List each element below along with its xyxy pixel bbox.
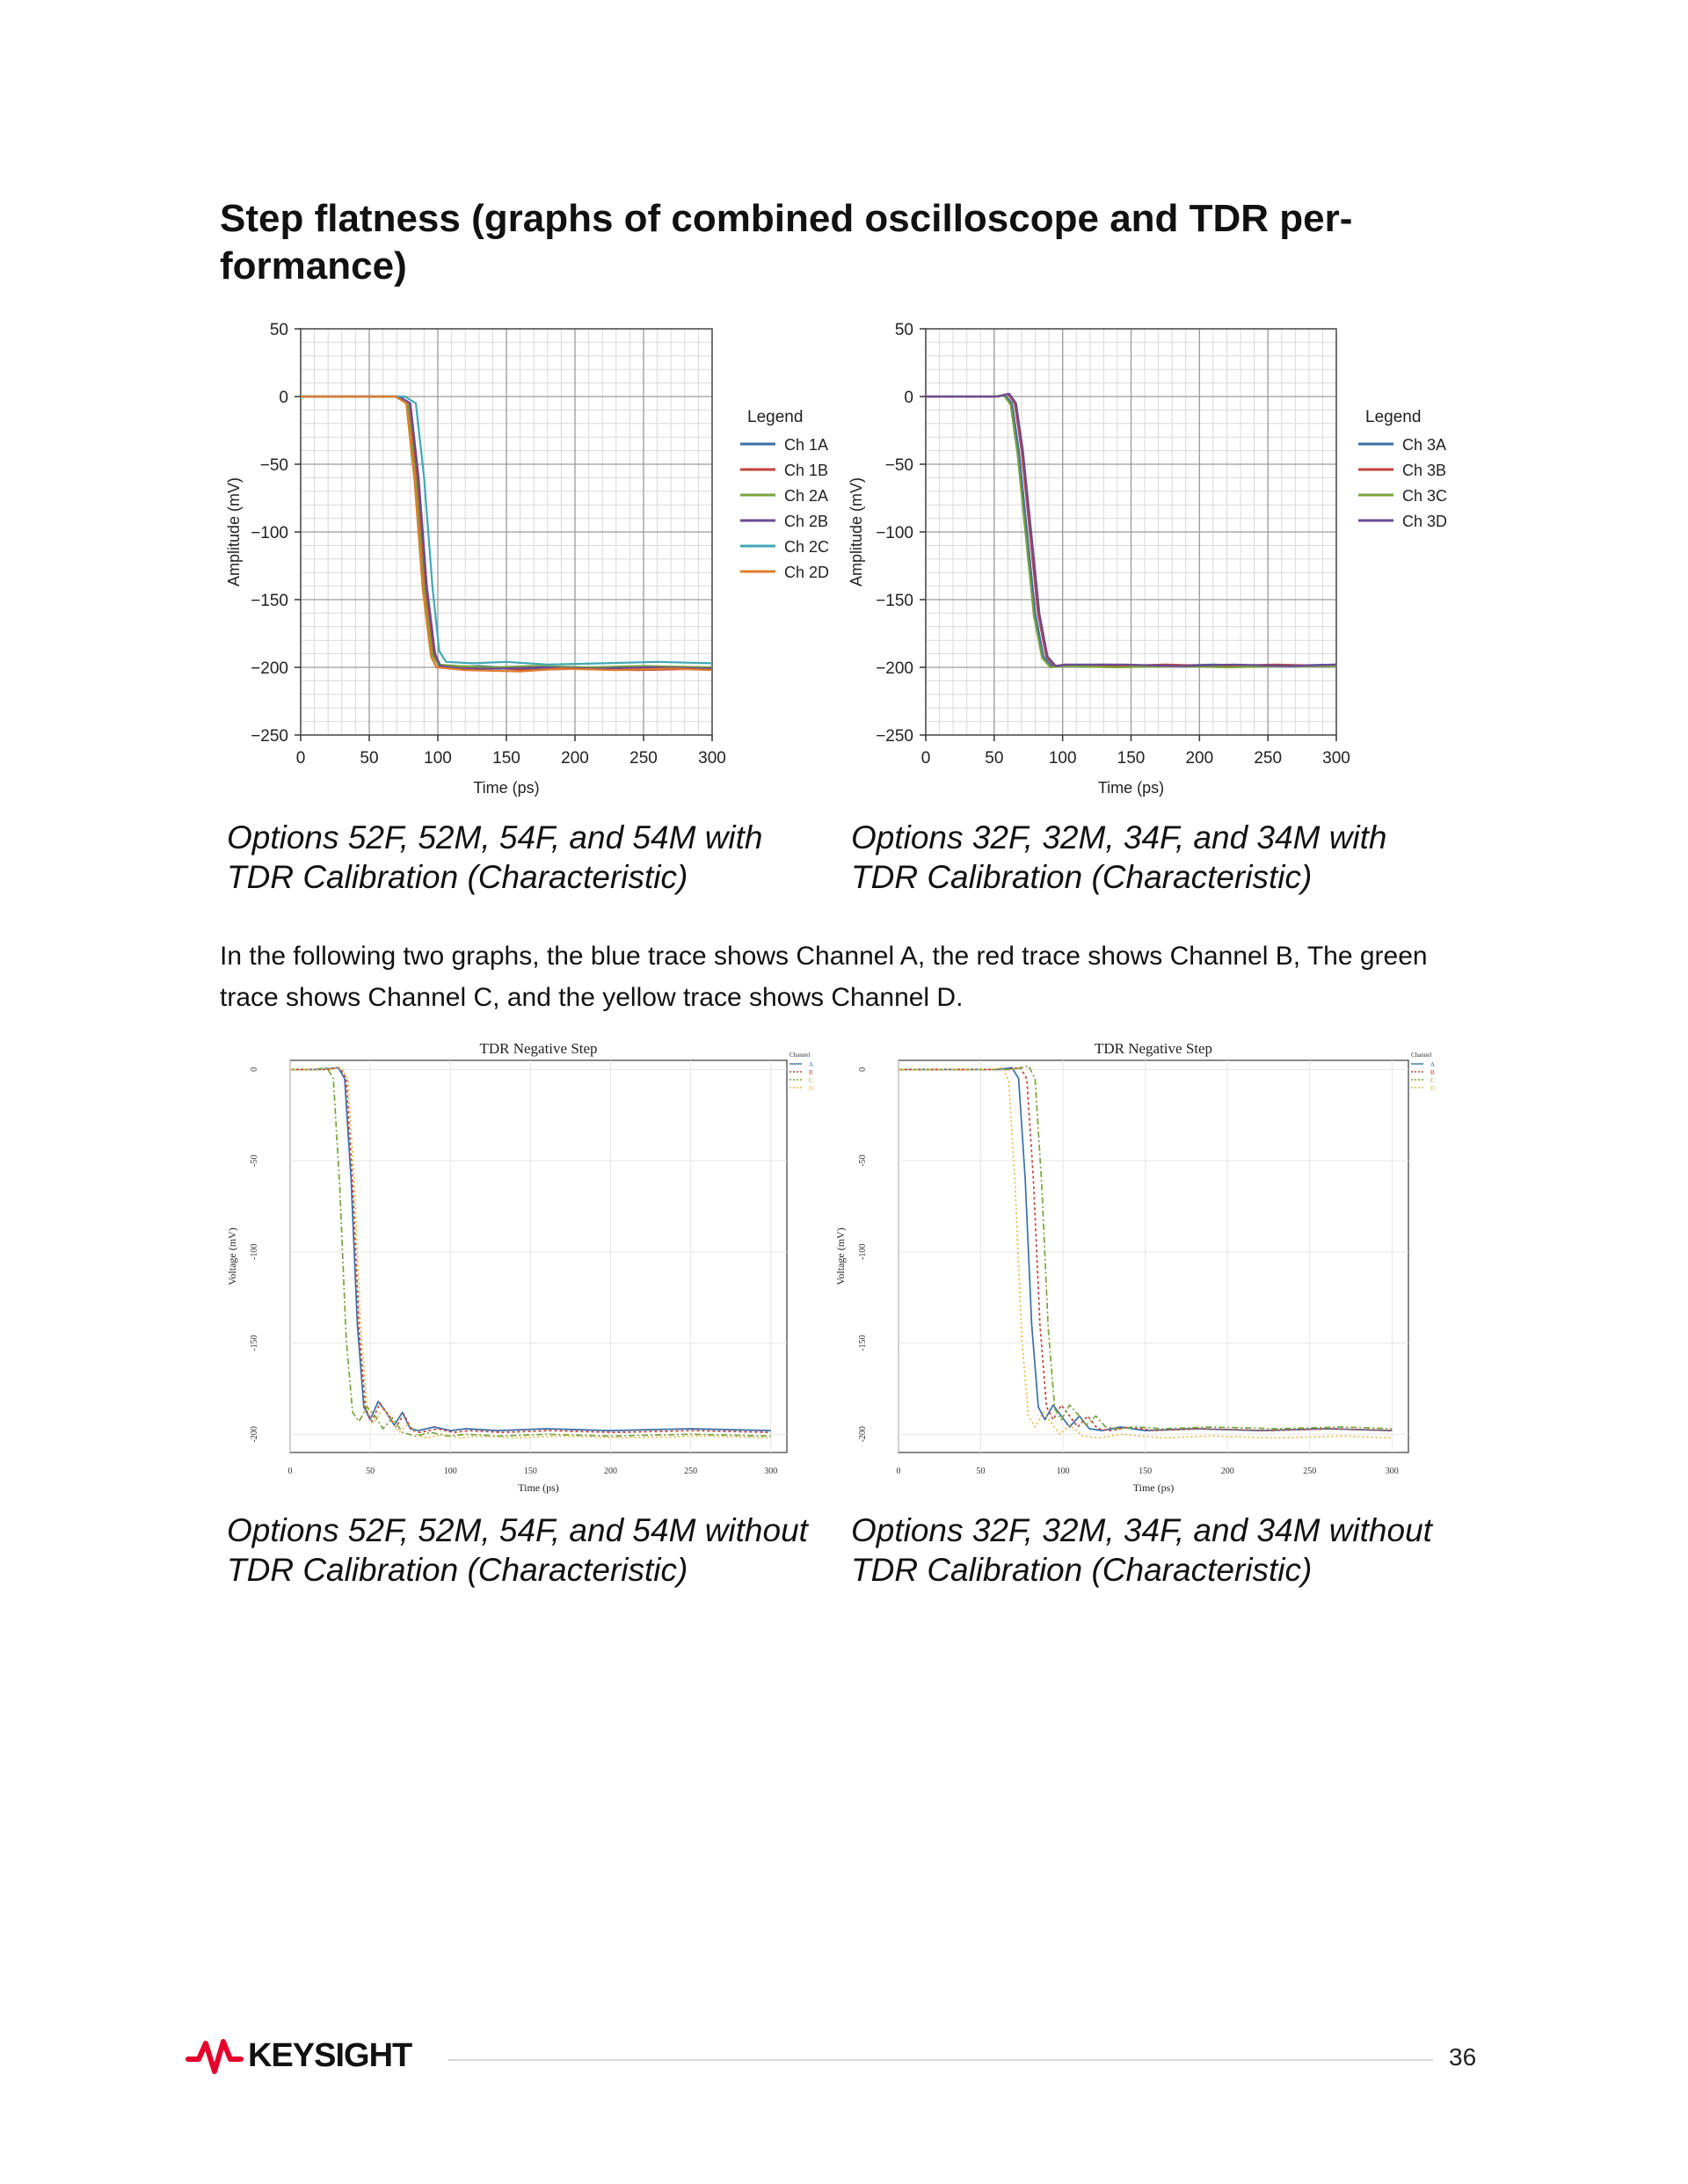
y-axis-label: Amplitude (mV) [848,477,865,587]
x-axis-label: Time (ps) [1097,779,1165,797]
caption-line: Options 52F, 52M, 54F, and 54M with [227,819,763,855]
legend-entry: Ch 1B [784,462,829,479]
y-tick-label: 0 [250,1067,259,1072]
legend [1411,1052,1435,1092]
chart-with-tdr-cal-5x [220,317,853,809]
y-tick-label: -200 [858,1426,868,1443]
y-axis-label: Amplitude (mV) [225,477,243,587]
legend-entry: Ch 2B [784,513,829,530]
y-tick-label: 0 [279,389,288,407]
caption-line: TDR Calibration (Characteristic) [227,1552,688,1588]
caption-with-cal-3x [851,818,1466,897]
x-tick-label: 300 [698,749,726,768]
keysight-wave-icon [186,2036,243,2075]
legend-entry: Ch 2D [784,564,830,581]
caption-line: TDR Calibration (Characteristic) [851,1552,1313,1588]
x-tick-label: 150 [523,1467,537,1476]
legend-entry: A [1430,1061,1436,1068]
plot-frame [290,1060,787,1452]
y-axis-label: Voltage (mV) [834,1227,847,1285]
y-tick-label: −250 [876,727,913,746]
legend-title: Channel [789,1052,811,1059]
y-tick-label: -150 [250,1335,259,1351]
major-grid [301,329,712,735]
x-tick-label: 0 [287,1467,293,1476]
legend-entry: Ch 1A [784,436,829,454]
keysight-logo [186,2036,411,2075]
x-tick-label: 100 [1056,1467,1070,1476]
x-tick-label: 200 [561,749,589,768]
x-axis-label: Time (ps) [518,1481,559,1494]
legend-entry: B [809,1069,813,1076]
legend-entry: Ch 2A [784,487,829,505]
x-tick-label: 300 [1385,1467,1399,1476]
y-tick-label: −100 [251,524,288,542]
caption-line: Options 32F, 32M, 34F, and 34M with [851,819,1387,855]
y-tick-label: -150 [858,1335,868,1351]
x-tick-label: 0 [295,749,306,768]
x-tick-label: 150 [1139,1467,1153,1476]
x-tick-label: 200 [604,1467,618,1476]
x-tick-label: 250 [684,1467,698,1476]
legend-entry: C [1430,1077,1435,1084]
chart-title: TDR Negative Step [1094,1040,1213,1057]
legend-title: Channel [1411,1052,1432,1059]
x-axis-label: Time (ps) [473,779,540,797]
y-tick-label: −50 [259,456,288,475]
x-tick-label: 150 [1117,749,1146,768]
page-heading [220,195,1468,290]
chart-title: TDR Negative Step [479,1040,598,1057]
x-tick-label: 300 [1322,749,1350,768]
major-grid [926,329,1336,735]
legend-title: Legend [1365,408,1422,426]
legend [740,408,829,581]
x-tick-label: 250 [629,749,658,768]
x-tick-label: 200 [1185,749,1214,768]
legend-entry: Ch 3C [1402,487,1448,505]
x-tick-label: 150 [492,749,520,768]
legend-entry: Ch 2C [784,538,830,556]
chart-without-tdr-cal-5x [224,1037,831,1495]
legend [789,1052,813,1092]
x-tick-label: 50 [366,1467,375,1476]
caption-without-cal-3x [851,1511,1466,1590]
y-tick-label: 50 [269,321,288,339]
y-tick-label: -50 [250,1154,259,1167]
page-heading-line-1: Step flatness (graphs of combined oscilloscope and TDR per- [220,197,1353,240]
y-tick-label: −250 [251,727,288,746]
caption-with-cal-5x [227,818,842,897]
y-tick-label: −50 [884,456,913,475]
y-tick-label: −100 [876,524,913,542]
legend-entry: Ch 3D [1402,513,1448,530]
legend-entry: C [809,1077,813,1084]
y-tick-label: 50 [894,321,913,339]
x-tick-label: 100 [443,1467,457,1476]
x-tick-label: 250 [1254,749,1283,768]
legend-entry: B [1430,1069,1435,1076]
x-tick-label: 50 [985,749,1004,768]
y-tick-label: −200 [876,659,913,678]
legend-entry: Ch 3B [1402,462,1447,479]
y-tick-label: 0 [858,1067,868,1072]
x-axis-label: Time (ps) [1132,1481,1175,1494]
y-tick-label: -200 [250,1426,259,1443]
legend-title: Legend [747,408,804,426]
x-tick-label: 100 [1048,749,1077,768]
x-tick-label: 100 [424,749,452,768]
y-tick-label: -50 [858,1154,868,1167]
y-tick-label: −200 [251,659,288,678]
caption-line: Options 32F, 32M, 34F, and 34M without [851,1512,1432,1548]
body-paragraph: In the following two graphs, the blue trace shows Channel A, the red trace shows Channel B, The green trace shows Channel C, and the yellow trace shows Channel D. [220,942,1428,1012]
page-heading-line-2: formance) [220,244,407,288]
page-number: 36 [1449,2043,1477,2071]
chart-without-tdr-cal-3x [834,1037,1452,1495]
x-tick-label: 200 [1220,1467,1234,1476]
y-axis-label: Voltage (mV) [226,1227,238,1285]
y-tick-label: −150 [876,592,913,610]
y-tick-label: −150 [251,592,288,610]
y-tick-label: 0 [904,389,913,407]
caption-line: Options 52F, 52M, 54F, and 54M without [227,1512,808,1548]
y-tick-label: -100 [858,1243,868,1260]
legend-entry: D [809,1085,814,1092]
caption-line: TDR Calibration (Characteristic) [851,859,1313,895]
x-tick-label: 250 [1303,1467,1317,1476]
footer-divider [448,2059,1433,2061]
legend-entry: A [809,1061,814,1068]
plot-frame [899,1060,1408,1452]
x-tick-label: 50 [360,749,379,768]
chart-with-tdr-cal-3x [842,317,1475,809]
legend-entry: D [1430,1085,1436,1092]
x-tick-label: 300 [764,1467,778,1476]
y-tick-label: -100 [250,1243,259,1260]
x-tick-label: 0 [896,1467,901,1476]
legend-entry: Ch 3A [1402,436,1447,454]
brand-name: KEYSIGHT [248,2036,412,2074]
caption-without-cal-5x [227,1511,842,1590]
x-tick-label: 0 [920,749,931,768]
caption-line: TDR Calibration (Characteristic) [227,859,688,895]
legend [1358,408,1447,530]
x-tick-label: 50 [976,1467,986,1476]
